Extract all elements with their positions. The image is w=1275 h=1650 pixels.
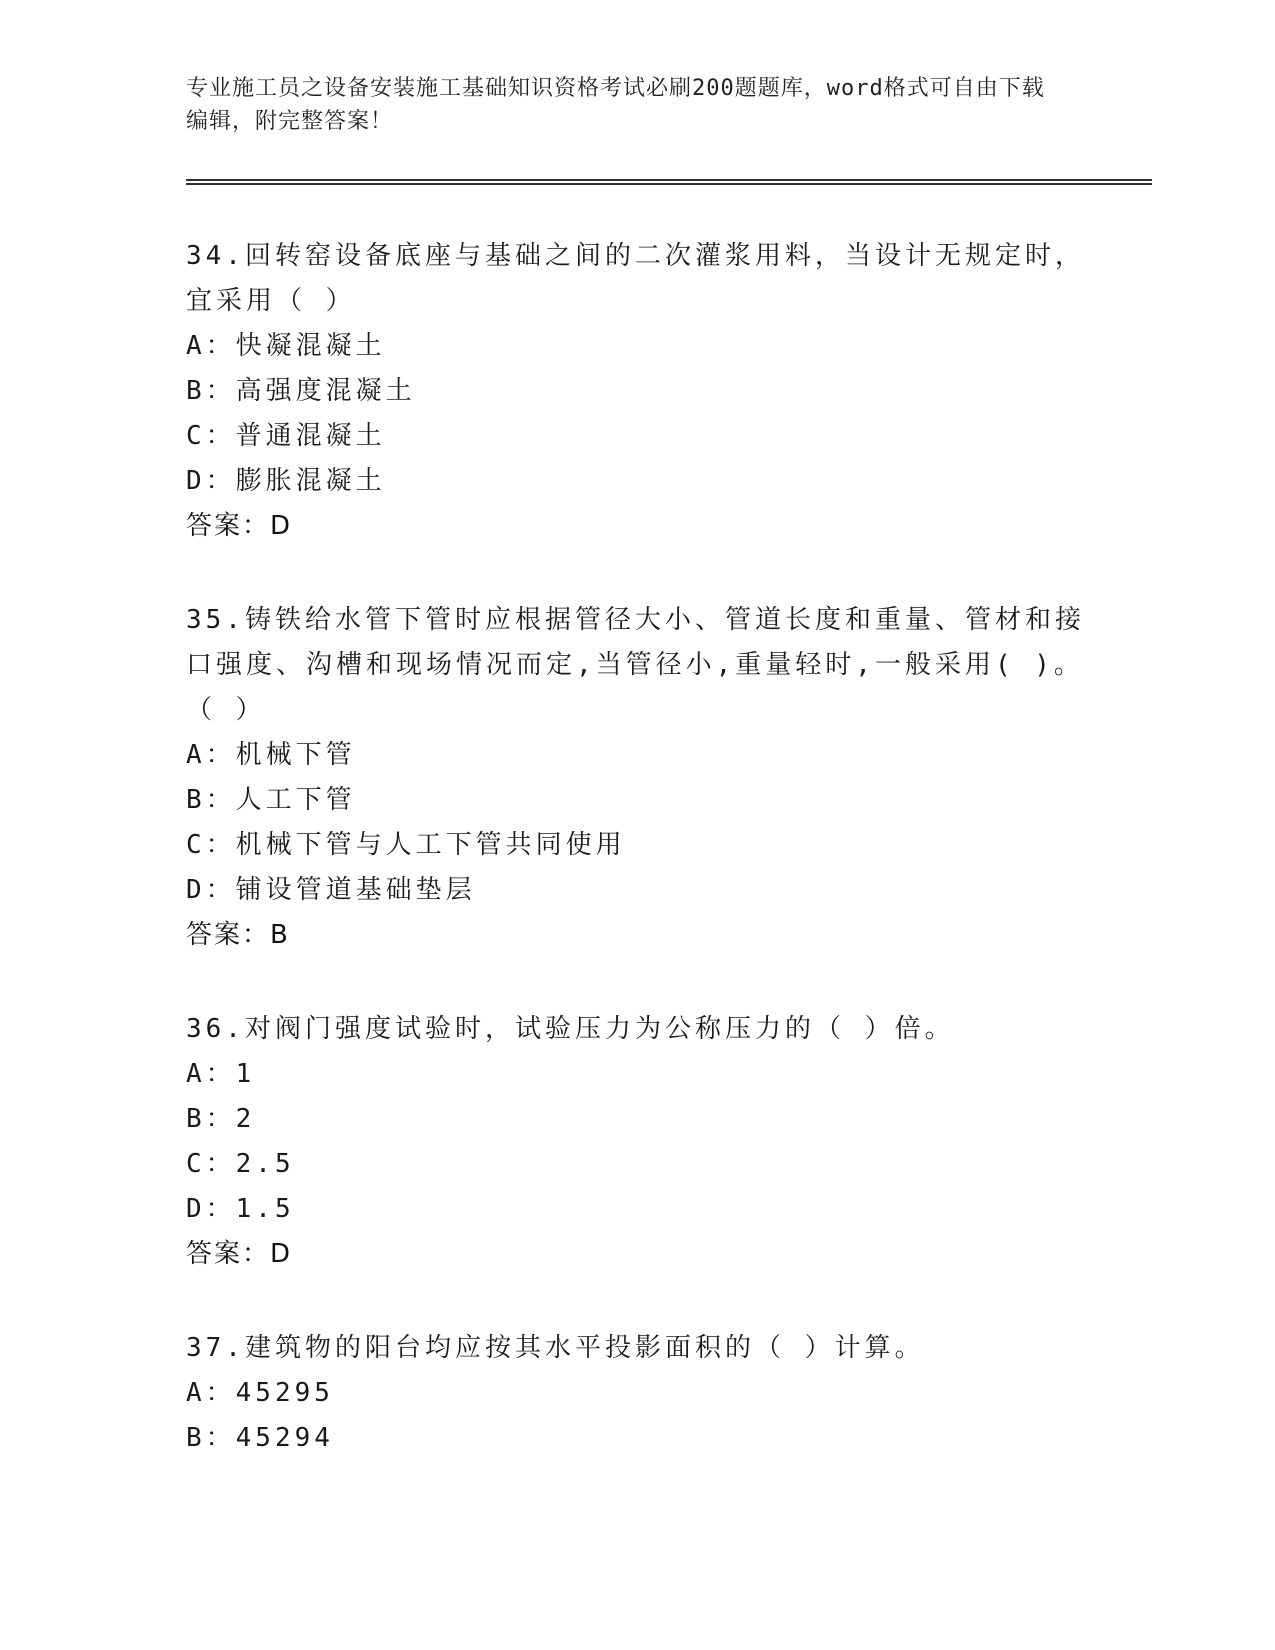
option-a: A：机械下管 — [186, 740, 356, 770]
option-b: B：2 — [186, 1104, 256, 1134]
option-b: B：高强度混凝土 — [186, 376, 416, 406]
option-a: A：快凝混凝土 — [186, 331, 386, 361]
option-a: A：45295 — [186, 1378, 334, 1408]
question-stem: 36.对阀门强度试验时，试验压力为公称压力的（ ）倍。 — [186, 1014, 955, 1044]
question-stem: 37.建筑物的阳台均应按其水平投影面积的（ ）计算。 — [186, 1333, 925, 1363]
question-stem: 35.铸铁给水管下管时应根据管径大小、管道长度和重量、管材和接口强度、沟槽和现场情况而定,当管径小,重量轻时,一般采用( )。（ ） — [186, 605, 1085, 725]
header-divider-top — [186, 179, 1152, 181]
answer-line: 答案：D — [186, 1239, 293, 1269]
option-d: D：1.5 — [186, 1194, 295, 1224]
option-a: A：1 — [186, 1059, 256, 1089]
answer-line: 答案：B — [186, 920, 290, 950]
header-divider-bottom — [186, 183, 1152, 185]
answer-line: 答案：D — [186, 511, 293, 541]
option-c: C：普通混凝土 — [186, 421, 386, 451]
option-d: D：铺设管道基础垫层 — [186, 875, 476, 905]
question-36 — [186, 1007, 1086, 1277]
question-35 — [186, 598, 1086, 958]
question-37 — [186, 1326, 1086, 1461]
option-b: B：45294 — [186, 1423, 334, 1453]
document-header: 专业施工员之设备安装施工基础知识资格考试必刷200题题库，word格式可自由下载编辑，附完整答案！ — [186, 76, 1045, 134]
option-d: D：膨胀混凝土 — [186, 466, 386, 496]
question-stem: 34.回转窑设备底座与基础之间的二次灌浆用料，当设计无规定时，宜采用（ ） — [186, 241, 1085, 316]
question-34 — [186, 234, 1086, 549]
option-c: C：机械下管与人工下管共同使用 — [186, 830, 626, 860]
option-b: B：人工下管 — [186, 785, 356, 815]
option-c: C：2.5 — [186, 1149, 295, 1179]
